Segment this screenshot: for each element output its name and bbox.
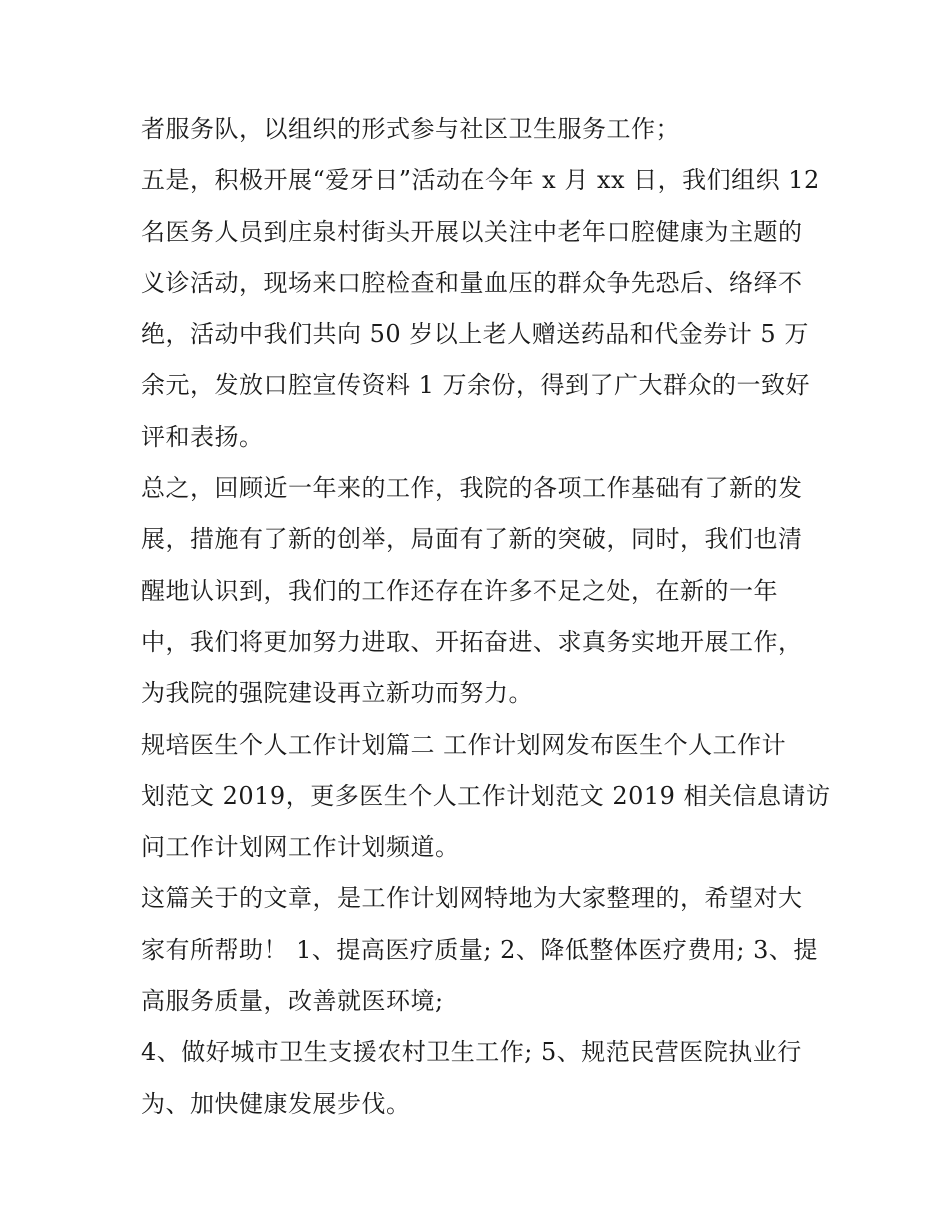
text-line: 家有所帮助！ 1、提高医疗质量; 2、降低整体医疗费用; 3、提 <box>141 935 818 964</box>
text-line: 规培医生个人工作计划篇二 工作计划网发布医生个人工作计 <box>141 730 787 759</box>
text-line: 问工作计划网工作计划频道。 <box>141 833 460 862</box>
text-line: 中，我们将更加努力进取、开拓奋进、求真务实地开展工作， <box>141 627 803 656</box>
text-line: 评和表扬。 <box>141 422 264 451</box>
text-line: 4、做好城市卫生支援农村卫生工作; 5、规范民营医院执业行 <box>141 1038 802 1067</box>
text-line: 五是，积极开展“爱牙日”活动在今年 x 月 xx 日，我们组织 12 <box>141 166 820 195</box>
text-line: 高服务质量，改善就医环境; <box>141 987 444 1016</box>
text-line: 划范文 2019，更多医生个人工作计划范文 2019 相关信息请访 <box>141 781 831 810</box>
text-line: 余元，发放口腔宣传资料 1 万余份，得到了广大群众的一致好 <box>141 371 811 400</box>
text-line: 名医务人员到庄泉村街头开展以关注中老年口腔健康为主题的 <box>141 217 803 246</box>
text-line: 展，措施有了新的创举，局面有了新的突破，同时，我们也清 <box>141 525 803 554</box>
text-line: 总之，回顾近一年来的工作，我院的各项工作基础有了新的发 <box>141 474 803 503</box>
text-line: 这篇关于的文章，是工作计划网特地为大家整理的，希望对大 <box>141 884 803 913</box>
text-line: 义诊活动，现场来口腔检查和量血压的群众争先恐后、络绎不 <box>141 268 803 297</box>
text-line: 为我院的强院建设再立新功而努力。 <box>141 679 533 708</box>
document-body <box>141 104 831 1130</box>
text-line: 醒地认识到，我们的工作还存在许多不足之处，在新的一年 <box>141 576 778 605</box>
text-line: 绝，活动中我们共向 50 岁以上老人赠送药品和代金券计 5 万 <box>141 320 809 349</box>
text-line: 者服务队，以组织的形式参与社区卫生服务工作； <box>141 115 680 143</box>
text-line: 为、加快健康发展步伐。 <box>141 1089 411 1118</box>
